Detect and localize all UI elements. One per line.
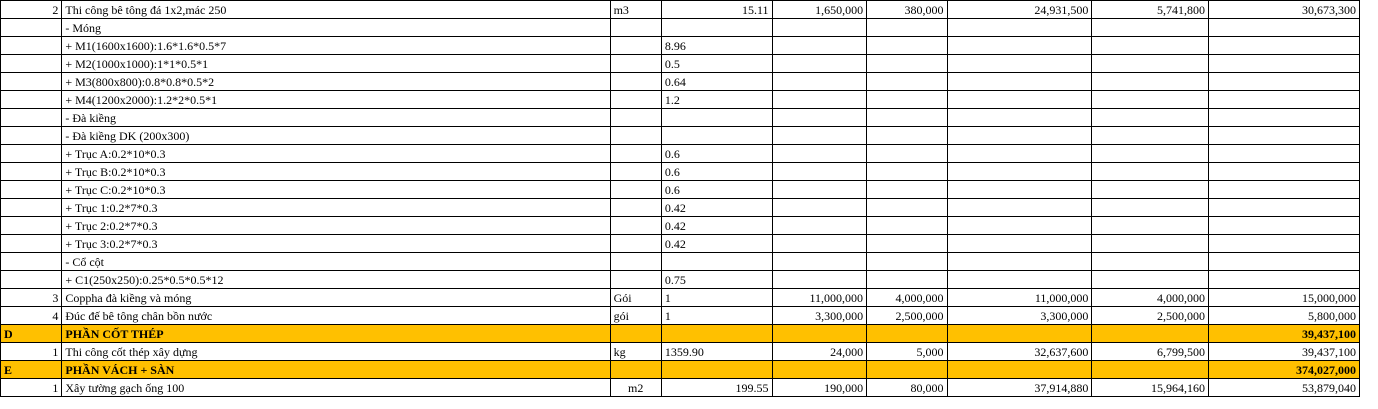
cell-total[interactable] [1209, 145, 1360, 163]
cell-price-mat[interactable] [772, 127, 867, 145]
cell-desc[interactable]: Đúc đế bê tông chân bồn nước [62, 307, 610, 325]
cell-price-lab[interactable] [867, 361, 947, 379]
cell-stt[interactable]: 1 [1, 343, 62, 361]
cell-qty[interactable]: 0.42 [661, 235, 772, 253]
cell-desc[interactable]: Xây tường gạch ống 100 [62, 379, 610, 397]
cell-stt[interactable]: D [1, 325, 62, 343]
cell-stt[interactable]: 1 [1, 379, 62, 397]
cell-qty[interactable]: 0.5 [661, 55, 772, 73]
cell-unit[interactable] [610, 127, 661, 145]
cell-price-mat[interactable] [772, 217, 867, 235]
cell-qty[interactable]: 0.75 [661, 271, 772, 289]
cell-unit[interactable]: m2 [610, 379, 661, 397]
cell-price-mat[interactable] [772, 145, 867, 163]
cell-total[interactable] [1209, 109, 1360, 127]
cell-unit[interactable]: Gói [610, 289, 661, 307]
cell-desc[interactable]: + M3(800x800):0.8*0.8*0.5*2 [62, 73, 610, 91]
cell-amt-mat[interactable]: 3,300,000 [947, 307, 1092, 325]
cell-amt-mat[interactable]: 24,931,500 [947, 1, 1092, 19]
cell-amt-lab[interactable]: 6,799,500 [1092, 343, 1209, 361]
cell-amt-mat[interactable] [947, 199, 1092, 217]
cell-desc[interactable]: - Đà kiềng [62, 109, 610, 127]
table-row [1, 217, 1360, 235]
cell-total[interactable] [1209, 19, 1360, 37]
cell-amt-mat[interactable] [947, 217, 1092, 235]
cell-amt-lab[interactable] [1092, 73, 1209, 91]
cell-amt-mat[interactable] [947, 235, 1092, 253]
table-row [1, 253, 1360, 271]
cell-unit[interactable] [610, 91, 661, 109]
cell-unit[interactable] [610, 37, 661, 55]
cell-amt-lab[interactable] [1092, 253, 1209, 271]
cell-price-lab[interactable] [867, 55, 947, 73]
table-row [1, 55, 1360, 73]
cell-amt-mat[interactable]: 11,000,000 [947, 289, 1092, 307]
cell-qty[interactable]: 0.42 [661, 217, 772, 235]
cell-desc[interactable]: - Cổ cột [62, 253, 610, 271]
cell-qty[interactable] [661, 19, 772, 37]
cell-desc[interactable]: + Trục 1:0.2*7*0.3 [62, 199, 610, 217]
cell-amt-lab[interactable] [1092, 217, 1209, 235]
cell-desc[interactable]: + M1(1600x1600):1.6*1.6*0.5*7 [62, 37, 610, 55]
cell-price-mat[interactable]: 3,300,000 [772, 307, 867, 325]
cell-unit[interactable]: gói [610, 307, 661, 325]
cell-unit[interactable] [610, 73, 661, 91]
cell-price-mat[interactable] [772, 73, 867, 91]
section-row [1, 361, 1360, 379]
cell-qty[interactable] [661, 325, 772, 343]
cell-desc[interactable]: + Trục C:0.2*10*0.3 [62, 181, 610, 199]
cell-qty[interactable]: 1359.90 [661, 343, 772, 361]
cell-amt-lab[interactable] [1092, 55, 1209, 73]
cell-price-mat[interactable] [772, 163, 867, 181]
cell-total[interactable] [1209, 253, 1360, 271]
cell-desc[interactable]: Coppha đà kiềng và móng [62, 289, 610, 307]
cell-qty[interactable]: 1.2 [661, 91, 772, 109]
cell-price-mat[interactable]: 11,000,000 [772, 289, 867, 307]
table-row [1, 145, 1360, 163]
cell-total[interactable]: 15,000,000 [1209, 289, 1360, 307]
cell-desc[interactable]: - Đà kiềng DK (200x300) [62, 127, 610, 145]
cell-stt[interactable] [1, 199, 62, 217]
cell-price-lab[interactable] [867, 127, 947, 145]
table-row [1, 289, 1360, 307]
cell-desc[interactable]: Thi công bê tông đá 1x2,mác 250 [62, 1, 610, 19]
cell-price-lab[interactable] [867, 235, 947, 253]
cell-unit[interactable] [610, 145, 661, 163]
cell-qty[interactable]: 0.6 [661, 163, 772, 181]
cell-amt-lab[interactable]: 5,741,800 [1092, 1, 1209, 19]
cell-unit[interactable] [610, 235, 661, 253]
cell-stt[interactable] [1, 109, 62, 127]
cell-price-lab[interactable]: 4,000,000 [867, 289, 947, 307]
cell-amt-mat[interactable] [947, 91, 1092, 109]
cell-price-lab[interactable] [867, 181, 947, 199]
cell-price-lab[interactable]: 380,000 [867, 1, 947, 19]
cell-amt-lab[interactable]: 15,964,160 [1092, 379, 1209, 397]
cell-price-mat[interactable] [772, 253, 867, 271]
cell-qty[interactable]: 0.6 [661, 181, 772, 199]
cell-price-lab[interactable] [867, 217, 947, 235]
cell-total[interactable] [1209, 91, 1360, 109]
cell-desc[interactable]: + Trục 2:0.2*7*0.3 [62, 217, 610, 235]
cell-unit[interactable] [610, 181, 661, 199]
cell-qty[interactable]: 15.11 [661, 1, 772, 19]
cell-price-lab[interactable] [867, 109, 947, 127]
cell-stt[interactable] [1, 253, 62, 271]
section-row [1, 325, 1360, 343]
cell-price-lab[interactable] [867, 37, 947, 55]
cell-amt-mat[interactable] [947, 145, 1092, 163]
cell-price-mat[interactable]: 24,000 [772, 343, 867, 361]
cell-amt-lab[interactable] [1092, 199, 1209, 217]
cell-qty[interactable] [661, 127, 772, 145]
cell-stt[interactable] [1, 127, 62, 145]
cell-qty[interactable]: 0.42 [661, 199, 772, 217]
cell-amt-mat[interactable] [947, 127, 1092, 145]
cell-amt-lab[interactable] [1092, 127, 1209, 145]
table-row [1, 91, 1360, 109]
cell-desc[interactable]: + M2(1000x1000):1*1*0.5*1 [62, 55, 610, 73]
table-row [1, 73, 1360, 91]
cell-amt-lab[interactable]: 2,500,000 [1092, 307, 1209, 325]
cell-qty[interactable]: 1 [661, 307, 772, 325]
cell-amt-mat[interactable] [947, 109, 1092, 127]
cell-total[interactable]: 53,879,040 [1209, 379, 1360, 397]
cell-total[interactable] [1209, 199, 1360, 217]
cell-price-mat[interactable] [772, 235, 867, 253]
cell-total[interactable]: 5,800,000 [1209, 307, 1360, 325]
cell-amt-mat[interactable] [947, 361, 1092, 379]
cell-price-mat[interactable] [772, 361, 867, 379]
table-row [1, 271, 1360, 289]
cell-qty[interactable]: 0.6 [661, 145, 772, 163]
cell-unit[interactable] [610, 55, 661, 73]
cell-price-lab[interactable] [867, 163, 947, 181]
cell-stt[interactable] [1, 271, 62, 289]
cell-amt-mat[interactable] [947, 253, 1092, 271]
cell-stt[interactable] [1, 181, 62, 199]
cell-total[interactable] [1209, 55, 1360, 73]
cell-stt[interactable] [1, 73, 62, 91]
cell-price-mat[interactable] [772, 37, 867, 55]
cell-unit[interactable] [610, 163, 661, 181]
cell-unit[interactable] [610, 361, 661, 379]
cell-price-lab[interactable] [867, 325, 947, 343]
table-row [1, 19, 1360, 37]
cell-desc[interactable]: + C1(250x250):0.25*0.5*0.5*12 [62, 271, 610, 289]
table-row [1, 307, 1360, 325]
cell-total[interactable]: 30,673,300 [1209, 1, 1360, 19]
cell-total[interactable] [1209, 163, 1360, 181]
cell-desc[interactable]: - Móng [62, 19, 610, 37]
cell-desc[interactable]: Thi công cốt thép xây dựng [62, 343, 610, 361]
cell-price-lab[interactable]: 5,000 [867, 343, 947, 361]
table-row [1, 379, 1360, 397]
cell-price-mat[interactable]: 190,000 [772, 379, 867, 397]
table-row [1, 199, 1360, 217]
cell-price-lab[interactable] [867, 253, 947, 271]
table-row [1, 127, 1360, 145]
cell-desc[interactable]: PHẦN VÁCH + SÀN [62, 361, 610, 379]
cell-stt[interactable] [1, 91, 62, 109]
cell-total[interactable] [1209, 235, 1360, 253]
cell-qty[interactable] [661, 109, 772, 127]
cell-stt[interactable] [1, 145, 62, 163]
cell-unit[interactable] [610, 325, 661, 343]
cell-amt-lab[interactable] [1092, 37, 1209, 55]
cell-amt-mat[interactable] [947, 163, 1092, 181]
cell-price-mat[interactable] [772, 91, 867, 109]
cell-amt-lab[interactable] [1092, 361, 1209, 379]
cell-amt-mat[interactable] [947, 37, 1092, 55]
cell-total[interactable]: 39,437,100 [1209, 343, 1360, 361]
cell-total[interactable]: 374,027,000 [1209, 361, 1360, 379]
cell-price-mat[interactable] [772, 199, 867, 217]
cell-price-lab[interactable] [867, 91, 947, 109]
cell-price-mat[interactable] [772, 55, 867, 73]
cell-stt[interactable] [1, 55, 62, 73]
cell-price-mat[interactable]: 1,650,000 [772, 1, 867, 19]
cell-total[interactable] [1209, 217, 1360, 235]
cell-stt[interactable] [1, 235, 62, 253]
cell-amt-lab[interactable] [1092, 181, 1209, 199]
cell-stt[interactable]: 4 [1, 307, 62, 325]
cell-amt-mat[interactable] [947, 19, 1092, 37]
cell-amt-lab[interactable] [1092, 145, 1209, 163]
cell-stt[interactable] [1, 217, 62, 235]
cell-total[interactable] [1209, 73, 1360, 91]
cell-total[interactable] [1209, 127, 1360, 145]
cell-amt-lab[interactable] [1092, 325, 1209, 343]
cell-price-mat[interactable] [772, 181, 867, 199]
cell-price-mat[interactable] [772, 271, 867, 289]
cell-qty[interactable]: 0.64 [661, 73, 772, 91]
cell-amt-mat[interactable]: 37,914,880 [947, 379, 1092, 397]
cell-unit[interactable] [610, 253, 661, 271]
table-row [1, 1, 1360, 19]
cell-amt-lab[interactable] [1092, 163, 1209, 181]
cell-price-lab[interactable] [867, 199, 947, 217]
cell-amt-lab[interactable] [1092, 109, 1209, 127]
cell-stt[interactable] [1, 163, 62, 181]
cell-price-lab[interactable]: 2,500,000 [867, 307, 947, 325]
cell-amt-mat[interactable] [947, 181, 1092, 199]
cell-price-mat[interactable] [772, 325, 867, 343]
cell-price-lab[interactable] [867, 73, 947, 91]
cell-amt-lab[interactable] [1092, 235, 1209, 253]
cell-unit[interactable] [610, 199, 661, 217]
cell-price-lab[interactable] [867, 145, 947, 163]
cell-stt[interactable]: 3 [1, 289, 62, 307]
cell-stt[interactable] [1, 37, 62, 55]
table-row [1, 181, 1360, 199]
cell-desc[interactable]: + M4(1200x2000):1.2*2*0.5*1 [62, 91, 610, 109]
cell-unit[interactable]: kg [610, 343, 661, 361]
cell-desc[interactable]: + Trục B:0.2*10*0.3 [62, 163, 610, 181]
cell-price-lab[interactable] [867, 19, 947, 37]
cell-qty[interactable]: 199.55 [661, 379, 772, 397]
cell-total[interactable]: 39,437,100 [1209, 325, 1360, 343]
cell-qty[interactable] [661, 253, 772, 271]
cell-desc[interactable]: PHẦN CỐT THÉP [62, 325, 610, 343]
table-row [1, 37, 1360, 55]
cell-total[interactable] [1209, 271, 1360, 289]
cell-amt-mat[interactable] [947, 271, 1092, 289]
cell-unit[interactable] [610, 217, 661, 235]
cell-price-lab[interactable] [867, 271, 947, 289]
cell-amt-mat[interactable] [947, 73, 1092, 91]
cell-qty[interactable]: 1 [661, 289, 772, 307]
cell-desc[interactable]: + Trục 3:0.2*7*0.3 [62, 235, 610, 253]
cell-unit[interactable]: m3 [610, 1, 661, 19]
cell-amt-lab[interactable] [1092, 271, 1209, 289]
cell-stt[interactable]: E [1, 361, 62, 379]
cell-total[interactable] [1209, 181, 1360, 199]
cell-amt-mat[interactable]: 32,637,600 [947, 343, 1092, 361]
table-row [1, 343, 1360, 361]
cell-amt-mat[interactable] [947, 55, 1092, 73]
cell-price-mat[interactable] [772, 19, 867, 37]
cell-price-mat[interactable] [772, 109, 867, 127]
cell-stt[interactable] [1, 19, 62, 37]
cell-qty[interactable]: 8.96 [661, 37, 772, 55]
table-row [1, 235, 1360, 253]
cell-amt-lab[interactable]: 4,000,000 [1092, 289, 1209, 307]
cell-amt-lab[interactable] [1092, 91, 1209, 109]
cell-amt-lab[interactable] [1092, 19, 1209, 37]
cell-total[interactable] [1209, 37, 1360, 55]
cell-qty[interactable] [661, 361, 772, 379]
cell-price-lab[interactable]: 80,000 [867, 379, 947, 397]
cell-stt[interactable]: 2 [1, 1, 62, 19]
cell-unit[interactable] [610, 109, 661, 127]
cell-desc[interactable]: + Trục A:0.2*10*0.3 [62, 145, 610, 163]
cell-unit[interactable] [610, 19, 661, 37]
table-row [1, 163, 1360, 181]
cell-unit[interactable] [610, 271, 661, 289]
table-row [1, 109, 1360, 127]
cell-amt-mat[interactable] [947, 325, 1092, 343]
